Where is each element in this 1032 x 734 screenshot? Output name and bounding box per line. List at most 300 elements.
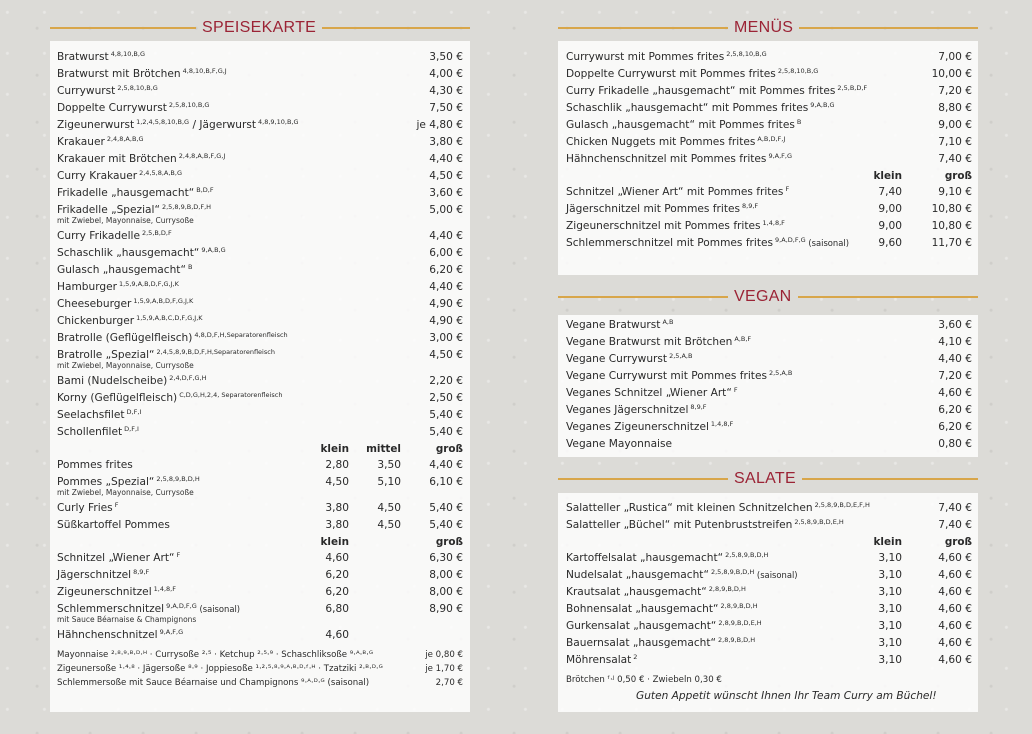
item-price: 4,00 €	[429, 68, 463, 80]
allergen-codes: 2,4,8,A,B,F,G,J	[178, 152, 226, 160]
item-price-c1: 6,80	[325, 603, 349, 615]
item-name: Jägerschnitzel mit Pommes frites $^{8,9,F}$	[566, 202, 759, 215]
item-name: Curry Frikadelle $^{2,5,B,D,F}$	[57, 229, 172, 242]
allergen-codes: 1,5,9,A,B,D,F,G,J,K	[133, 297, 194, 305]
sauce-text: Zigeunersoße ¹·⁴·⁸ · Jägersoße ⁸·⁹ · Joppiesoße ¹·²·⁵·⁸·⁹·ᴬ·ᴮ·ᴰ·ᶠ·ᴴ · Tzatziki ²·ᴮ·ᴰ·ᴳ	[57, 664, 383, 674]
size-label-c2: mittel	[366, 443, 401, 455]
allergen-codes: 2,5,8,9,B,D,E,F,H	[814, 501, 870, 509]
allergen-codes: 1,5,9,A,B,D,F,G,J,K	[118, 280, 179, 288]
item-name: Vegane Currywurst mit Pommes frites $^{2,5,A,B}$	[566, 369, 793, 382]
item-price-c2: 4,50	[377, 519, 401, 531]
item-price: 5,40 €	[429, 426, 463, 438]
item-price: 4,10 €	[938, 336, 972, 348]
menu-item	[566, 117, 972, 134]
item-name: Schlemmerschnitzel mit Pommes frites $^{9,A,D,F,G}$ (saisonal)	[566, 236, 849, 249]
allergen-codes: 2,5,8,9,B,D,H	[710, 568, 755, 576]
menu-item	[57, 313, 463, 330]
item-name: Gurkensalat „hausgemacht“ $^{2,8,9,B,D,E,H}$	[566, 619, 762, 632]
menu-item	[566, 550, 972, 567]
item-name: Curly Fries $^F$	[57, 501, 119, 514]
menu-item	[566, 584, 972, 601]
menu-item	[57, 117, 463, 134]
item-price-c3: 4,60 €	[938, 569, 972, 581]
item-name: Schnitzel „Wiener Art“ mit Pommes frites $^F$	[566, 185, 790, 198]
allergen-codes: 2,5,8,9,B,D,H	[156, 475, 200, 483]
vegan-title: VEGAN	[734, 288, 792, 305]
menu-item	[566, 235, 972, 252]
item-price-c3: 4,60 €	[938, 552, 972, 564]
item-price-c1: 7,40	[878, 186, 902, 198]
menu-item	[57, 245, 463, 262]
menu-item	[57, 185, 463, 202]
item-price-c1: 6,20	[325, 569, 349, 581]
item-name: Frikadelle „hausgemacht“ $^{B,D,F}$	[57, 186, 214, 199]
menu-item	[57, 407, 463, 424]
item-price: 5,40 €	[429, 409, 463, 421]
menu-item	[57, 517, 463, 534]
item-name: Doppelte Currywurst mit Pommes frites $^{2,5,8,10,B,G}$	[566, 67, 819, 80]
allergen-codes: 1,5,9,A,B,C,D,F,G,J,K	[136, 314, 203, 322]
allergen-codes: 2,5,8,10,B,G	[726, 50, 767, 58]
size-label-c1: klein	[873, 536, 902, 548]
item-price-c1: 3,80	[325, 502, 349, 514]
sauce-price: je 0,80 €	[425, 650, 463, 660]
menu-item	[57, 83, 463, 100]
item-price-c3: 5,40 €	[429, 519, 463, 531]
allergen-codes: 2,4,5,8,9,B,D,F,H,Separatorenfleisch	[156, 348, 275, 356]
item-description: mit Sauce Béarnaise & Champignons	[57, 615, 197, 624]
speisekarte-header	[50, 18, 470, 38]
item-name: Veganes Jägerschnitzel $^{8,9,F}$	[566, 403, 707, 416]
item-price-c3: 11,70 €	[931, 237, 972, 249]
item-price-c3: 4,60 €	[938, 654, 972, 666]
vegan-list	[566, 317, 972, 453]
menu-item	[566, 49, 972, 66]
item-price: 6,20 €	[938, 421, 972, 433]
size-label-c1: klein	[320, 443, 349, 455]
item-price-c1: 4,50	[325, 476, 349, 488]
menu-item	[57, 567, 463, 584]
allergen-codes: 2,5,8,10,B,G	[117, 84, 158, 92]
allergen-codes: 2,4,8,A,B,G	[106, 135, 144, 143]
menu-item	[57, 550, 463, 567]
item-price-c3: 10,80 €	[931, 203, 972, 215]
menu-item	[566, 517, 972, 534]
menu-item	[57, 330, 463, 347]
item-price-c1: 4,60	[325, 629, 349, 641]
item-name: Schaschlik „hausgemacht“ $^{9,A,B,G}$	[57, 246, 226, 259]
allergen-codes: 2,5,B,D,F	[141, 229, 172, 237]
allergen-codes: 9,A,D,F,G	[166, 602, 197, 610]
allergen-codes: A,B,D,F,J	[757, 135, 786, 143]
size-label-c3: groß	[944, 536, 972, 548]
allergen-codes: 8,9,F	[690, 403, 707, 411]
menu-item	[57, 279, 463, 296]
item-name: Bratwurst $^{4,8,10,B,G}$	[57, 50, 145, 63]
menu-item	[566, 402, 972, 419]
speisekarte-title: SPEISEKARTE	[202, 19, 317, 36]
allergen-codes: F	[785, 185, 790, 193]
item-price: 4,50 €	[429, 170, 463, 182]
item-price-c1: 4,60	[325, 552, 349, 564]
allergen-codes: 9,A,F,G	[159, 628, 184, 636]
item-name: Süßkartoffel Pommes	[57, 519, 170, 531]
item-price: 10,00 €	[931, 68, 972, 80]
allergen-codes: 4,8,D,F,H,Separatorenfleisch	[194, 331, 288, 339]
allergen-codes: 2,8,9,B,D,H	[718, 636, 756, 644]
sauce-text: Mayonnaise ²·⁸·⁹·ᴮ·ᴰ·ᴴ · Currysoße ²·⁵ · Ketchup ²·⁵·⁹ · Schaschliksoße ⁹·ᴬ·ᴮ·ᴳ	[57, 650, 374, 660]
item-name: Schaschlik „hausgemacht“ mit Pommes frites $^{9,A,B,G}$	[566, 101, 835, 114]
allergen-codes: 2,8,9,B,D,H	[720, 602, 758, 610]
menu-item	[566, 635, 972, 652]
size-label-c1: klein	[873, 170, 902, 182]
item-price-c1: 6,20	[325, 586, 349, 598]
item-price: 7,40 €	[938, 519, 972, 531]
item-price: 6,20 €	[938, 404, 972, 416]
menu-item	[57, 627, 463, 644]
item-price-c3: 4,60 €	[938, 603, 972, 615]
menu-item	[566, 83, 972, 100]
item-price-c2: 4,50	[377, 502, 401, 514]
item-name: Seelachsfilet $^{D,F,I}$	[57, 408, 142, 421]
item-name: Veganes Schnitzel „Wiener Art“ $^F$	[566, 386, 738, 399]
salate-title: SALATE	[734, 470, 796, 487]
menues-header	[558, 18, 978, 38]
item-price: 4,50 €	[429, 349, 463, 361]
item-price: 4,30 €	[429, 85, 463, 97]
item-price-c2: 3,50	[377, 459, 401, 471]
menu-item	[57, 49, 463, 66]
item-price-c3: 4,60 €	[938, 620, 972, 632]
allergen-codes: 1,4,8,F	[710, 420, 734, 428]
item-name: Möhrensalat $^2$	[566, 653, 638, 666]
allergen-codes: B	[187, 263, 193, 271]
menu-item	[566, 201, 972, 218]
item-price-c1: 2,80	[325, 459, 349, 471]
menu-item	[57, 500, 463, 517]
item-price: 4,40 €	[429, 153, 463, 165]
greeting: Guten Appetit wünscht Ihnen Ihr Team Curry am Büchel!	[636, 690, 937, 702]
item-name: Vegane Currywurst $^{2,5,A,B}$	[566, 352, 693, 365]
menu-item	[566, 500, 972, 517]
menu-item	[57, 228, 463, 245]
item-price: 2,50 €	[429, 392, 463, 404]
allergen-codes: 8,9,F	[133, 568, 150, 576]
allergen-codes: 2,5,8,10,B,G	[168, 101, 210, 109]
item-name: Gulasch „hausgemacht“ mit Pommes frites $^B$	[566, 118, 802, 131]
item-name: Bratrolle (Geflügelfleisch) $^{4,8,D,F,H,Separatorenfleisch}$	[57, 331, 288, 344]
menu-item	[566, 601, 972, 618]
item-name: Krakauer $^{2,4,8,A,B,G}$	[57, 135, 144, 148]
allergen-codes: A,B,F	[734, 335, 752, 343]
allergen-codes: 2	[633, 653, 638, 661]
item-price: 4,40 €	[429, 230, 463, 242]
menu-item	[566, 100, 972, 117]
item-price-c3: 6,10 €	[429, 476, 463, 488]
allergen-codes: 2,4,5,8,A,B,G	[139, 169, 182, 177]
size-label-c3: groß	[944, 170, 972, 182]
speisekarte-list	[57, 49, 463, 690]
header-rule	[802, 478, 978, 480]
item-price: 2,20 €	[429, 375, 463, 387]
item-price: 4,90 €	[429, 298, 463, 310]
header-rule	[798, 296, 978, 298]
item-name: Bauernsalat „hausgemacht“ $^{2,8,9,B,D,H}$	[566, 636, 756, 649]
item-name: Kartoffelsalat „hausgemacht“ $^{2,5,8,9,B,D,H}$	[566, 551, 769, 564]
allergen-codes: 2,5,8,10,B,G	[777, 67, 819, 75]
menu-item	[57, 202, 463, 228]
menu-item	[57, 474, 463, 500]
item-price: 8,80 €	[938, 102, 972, 114]
item-name: Vegane Bratwurst $^{A,B}$	[566, 318, 674, 331]
item-price-c2: 5,10	[377, 476, 401, 488]
item-price: je 4,80 €	[416, 119, 463, 131]
header-rule	[558, 27, 728, 29]
size-header	[57, 534, 463, 550]
menu-item	[566, 334, 972, 351]
item-name: Gulasch „hausgemacht“ $^B$	[57, 263, 193, 276]
menu-item	[57, 100, 463, 117]
item-price-c3: 8,00 €	[429, 569, 463, 581]
allergen-codes: F	[176, 551, 181, 559]
item-price: 6,00 €	[429, 247, 463, 259]
allergen-codes: B	[796, 118, 802, 126]
item-price: 7,10 €	[938, 136, 972, 148]
item-name: Chicken Nuggets mit Pommes frites $^{A,B,D,F,J}$	[566, 135, 786, 148]
item-name: Bratrolle „Spezial“ $^{2,4,5,8,9,B,D,F,H,Separatorenfleisch}$	[57, 348, 275, 361]
item-name: Krautsalat „hausgemacht“ $^{2,8,9,B,D,H}$	[566, 585, 746, 598]
item-price: 6,20 €	[429, 264, 463, 276]
sauce-price: 2,70 €	[435, 678, 463, 688]
item-price-c3: 6,30 €	[429, 552, 463, 564]
item-name: Bratwurst mit Brötchen $^{4,8,10,B,F,G,J}$	[57, 67, 227, 80]
size-label-c1: klein	[320, 536, 349, 548]
item-price-c1: 3,10	[878, 620, 902, 632]
menu-item	[566, 134, 972, 151]
allergen-codes: 2,4,D,F,G,H	[169, 374, 207, 382]
salate-list	[566, 500, 972, 669]
item-note: (saisonal)	[754, 570, 798, 580]
allergen-codes: C,D,G,H,2,4, Separatorenfleisch	[179, 391, 283, 399]
allergen-codes: 4,8,10,B,F,G,J	[182, 67, 227, 75]
allergen-codes: 9,A,D,F,G	[775, 236, 806, 244]
menu-item	[57, 457, 463, 474]
size-header	[57, 441, 463, 457]
item-name: Zigeunerwurst $^{1,2,4,5,8,10,B,G}$ / Jägerwurst $^{4,8,9,10,B,G}$	[57, 118, 299, 131]
allergen-codes: D,F,I	[124, 425, 139, 433]
item-price: 3,00 €	[429, 332, 463, 344]
item-description: mit Zwiebel, Mayonnaise, Currysoße	[57, 488, 194, 497]
item-name: Nudelsalat „hausgemacht“ $^{2,5,8,9,B,D,H}$ (saisonal)	[566, 568, 798, 581]
item-price: 4,40 €	[938, 353, 972, 365]
allergen-codes: 1,2,4,5,8,10,B,G	[136, 118, 190, 126]
size-header	[566, 534, 972, 550]
allergen-codes: 4,8,10,B,G	[110, 50, 145, 58]
item-name: Frikadelle „Spezial“ $^{2,5,8,9,B,D,F,H}$	[57, 203, 212, 216]
menu-item	[566, 151, 972, 168]
item-name: Schnitzel „Wiener Art“ $^F$	[57, 551, 181, 564]
allergen-codes: A,B	[662, 318, 674, 326]
header-rule	[322, 27, 470, 29]
item-name: Korny (Geflügelfleisch) $^{C,D,G,H,2,4, Separatorenfleisch}$	[57, 391, 283, 404]
menu-item	[566, 419, 972, 436]
item-name: Pommes „Spezial“ $^{2,5,8,9,B,D,H}$	[57, 475, 200, 488]
item-price-c3: 5,40 €	[429, 502, 463, 514]
item-price: 3,60 €	[938, 319, 972, 331]
item-price-c3: 4,60 €	[938, 637, 972, 649]
item-name: Doppelte Currywurst $^{2,5,8,10,B,G}$	[57, 101, 210, 114]
item-price: 0,80 €	[938, 438, 972, 450]
menu-item	[57, 262, 463, 279]
sauce-line	[57, 676, 463, 690]
allergen-codes: 8,9,F	[742, 202, 759, 210]
sauce-line	[57, 648, 463, 662]
item-price: 4,90 €	[429, 315, 463, 327]
menu-item	[566, 436, 972, 453]
item-name: Krakauer mit Brötchen $^{2,4,8,A,B,F,G,J}$	[57, 152, 226, 165]
menues-title: MENÜS	[734, 19, 794, 36]
menu-item	[566, 652, 972, 669]
item-name: Currywurst mit Pommes frites $^{2,5,8,10,B,G}$	[566, 50, 767, 63]
item-name: Hähnchenschnitzel $^{9,A,F,G}$	[57, 628, 184, 641]
item-name: Cheeseburger $^{1,5,9,A,B,D,F,G,J,K}$	[57, 297, 194, 310]
item-price-c3: 8,90 €	[429, 603, 463, 615]
menu-item	[57, 390, 463, 407]
allergen-codes: 4,8,9,10,B,G	[258, 118, 299, 126]
allergen-codes: 2,5,8,9,B,D,F,H	[161, 203, 212, 211]
vegan-header	[558, 287, 978, 307]
item-name: Zigeunerschnitzel $^{1,4,8,F}$	[57, 585, 176, 598]
item-price-c1: 3,80	[325, 519, 349, 531]
allergen-codes: F	[733, 386, 738, 394]
menu-item	[566, 385, 972, 402]
header-rule	[558, 296, 728, 298]
item-name: Curry Frikadelle „hausgemacht“ mit Pommes frites $^{2,5,B,D,F}$	[566, 84, 868, 97]
item-price-c1: 3,10	[878, 603, 902, 615]
item-price-c1: 9,00	[878, 203, 902, 215]
allergen-codes: 2,8,9,B,D,H	[708, 585, 746, 593]
allergen-codes: B,D,F	[196, 186, 214, 194]
item-price-c3: 4,40 €	[429, 459, 463, 471]
item-price-c1: 3,10	[878, 586, 902, 598]
item-price: 7,40 €	[938, 502, 972, 514]
menu-item	[57, 168, 463, 185]
allergen-codes: 1,4,8,F	[153, 585, 176, 593]
menu-item	[566, 66, 972, 83]
item-price: 3,80 €	[429, 136, 463, 148]
item-name: Hamburger $^{1,5,9,A,B,D,F,G,J,K}$	[57, 280, 179, 293]
menu-item	[566, 351, 972, 368]
item-price-c1: 3,10	[878, 637, 902, 649]
item-price: 7,20 €	[938, 85, 972, 97]
allergen-codes: 2,8,9,B,D,E,H	[718, 619, 762, 627]
item-name: Zigeunerschnitzel mit Pommes frites $^{1,4,8,F}$	[566, 219, 785, 232]
menu-item	[566, 567, 972, 584]
menu-item	[57, 373, 463, 390]
item-price-c3: 8,00 €	[429, 586, 463, 598]
item-name: Schollenfilet $^{D,F,I}$	[57, 425, 139, 438]
menu-item	[57, 296, 463, 313]
item-price: 5,00 €	[429, 204, 463, 216]
item-name: Bami (Nudelscheibe) $^{2,4,D,F,G,H}$	[57, 374, 207, 387]
allergen-codes: 2,5,8,9,B,D,H	[725, 551, 769, 559]
item-price-c1: 3,10	[878, 569, 902, 581]
item-price-c1: 3,10	[878, 552, 902, 564]
item-price-c3: 4,60 €	[938, 586, 972, 598]
menu-item	[566, 218, 972, 235]
item-price: 7,50 €	[429, 102, 463, 114]
allergen-codes: D,F,I	[126, 408, 142, 416]
allergen-codes: 9,A,B,G	[201, 246, 226, 254]
size-label-c3: groß	[435, 536, 463, 548]
item-name: Curry Krakauer $^{2,4,5,8,A,B,G}$	[57, 169, 182, 182]
menu-item	[566, 317, 972, 334]
item-price: 7,40 €	[938, 153, 972, 165]
item-name: Veganes Zigeunerschnitzel $^{1,4,8,F}$	[566, 420, 734, 433]
item-name: Currywurst $^{2,5,8,10,B,G}$	[57, 84, 158, 97]
menu-item	[566, 618, 972, 635]
menu-item	[57, 424, 463, 441]
menu-item	[57, 584, 463, 601]
menu-item	[566, 368, 972, 385]
item-name: Bohnensalat „hausgemacht“ $^{2,8,9,B,D,H}$	[566, 602, 758, 615]
allergen-codes: 2,5,A,B	[768, 369, 793, 377]
sauce-line	[57, 662, 463, 676]
item-description: mit Zwiebel, Mayonnaise, Currysoße	[57, 216, 194, 225]
item-price-c3: 9,10 €	[938, 186, 972, 198]
item-name: Jägerschnitzel $^{8,9,F}$	[57, 568, 150, 581]
header-rule	[50, 27, 196, 29]
allergen-codes: 2,5,8,9,B,D,E,H	[794, 518, 844, 526]
item-price-c3: 10,80 €	[931, 220, 972, 232]
header-rule	[799, 27, 978, 29]
menu-item	[57, 134, 463, 151]
menues-list	[566, 49, 972, 252]
allergen-codes: 2,5,B,D,F	[837, 84, 868, 92]
item-price-c1: 9,00	[878, 220, 902, 232]
allergen-codes: 9,A,B,G	[810, 101, 835, 109]
size-header	[566, 168, 972, 184]
item-price: 9,00 €	[938, 119, 972, 131]
item-price: 7,20 €	[938, 370, 972, 382]
item-price: 4,40 €	[429, 281, 463, 293]
menu-item	[57, 347, 463, 373]
item-name: Pommes frites	[57, 459, 133, 471]
size-label-c3: groß	[435, 443, 463, 455]
item-name: Vegane Bratwurst mit Brötchen $^{A,B,F}$	[566, 335, 752, 348]
item-description: mit Zwiebel, Mayonnaise, Currysoße	[57, 361, 194, 370]
menu-item	[57, 66, 463, 83]
item-price-c1: 9,60	[878, 237, 902, 249]
allergen-codes: 2,5,A,B	[669, 352, 693, 360]
item-name: Chickenburger $^{1,5,9,A,B,C,D,F,G,J,K}$	[57, 314, 203, 327]
salate-extra-line: Brötchen ᶠ·ᴶ 0,50 € · Zwiebeln 0,30 €	[566, 675, 722, 685]
sauce-text: Schlemmersoße mit Sauce Béarnaise und Champignons ⁹·ᴬ·ᴰ·ᴳ (saisonal)	[57, 678, 370, 688]
menu-item	[566, 184, 972, 201]
item-price-c1: 3,10	[878, 654, 902, 666]
item-price: 7,00 €	[938, 51, 972, 63]
menu-item	[57, 601, 463, 627]
item-price: 4,60 €	[938, 387, 972, 399]
salate-header	[558, 469, 978, 489]
item-price: 3,50 €	[429, 51, 463, 63]
sauce-price: je 1,70 €	[425, 664, 463, 674]
allergen-codes: 9,A,F,G	[768, 152, 793, 160]
item-name: Schlemmerschnitzel $^{9,A,D,F,G}$ (saisonal)	[57, 602, 241, 615]
item-note: (saisonal)	[805, 238, 849, 248]
item-price: 3,60 €	[429, 187, 463, 199]
header-rule	[558, 478, 728, 480]
